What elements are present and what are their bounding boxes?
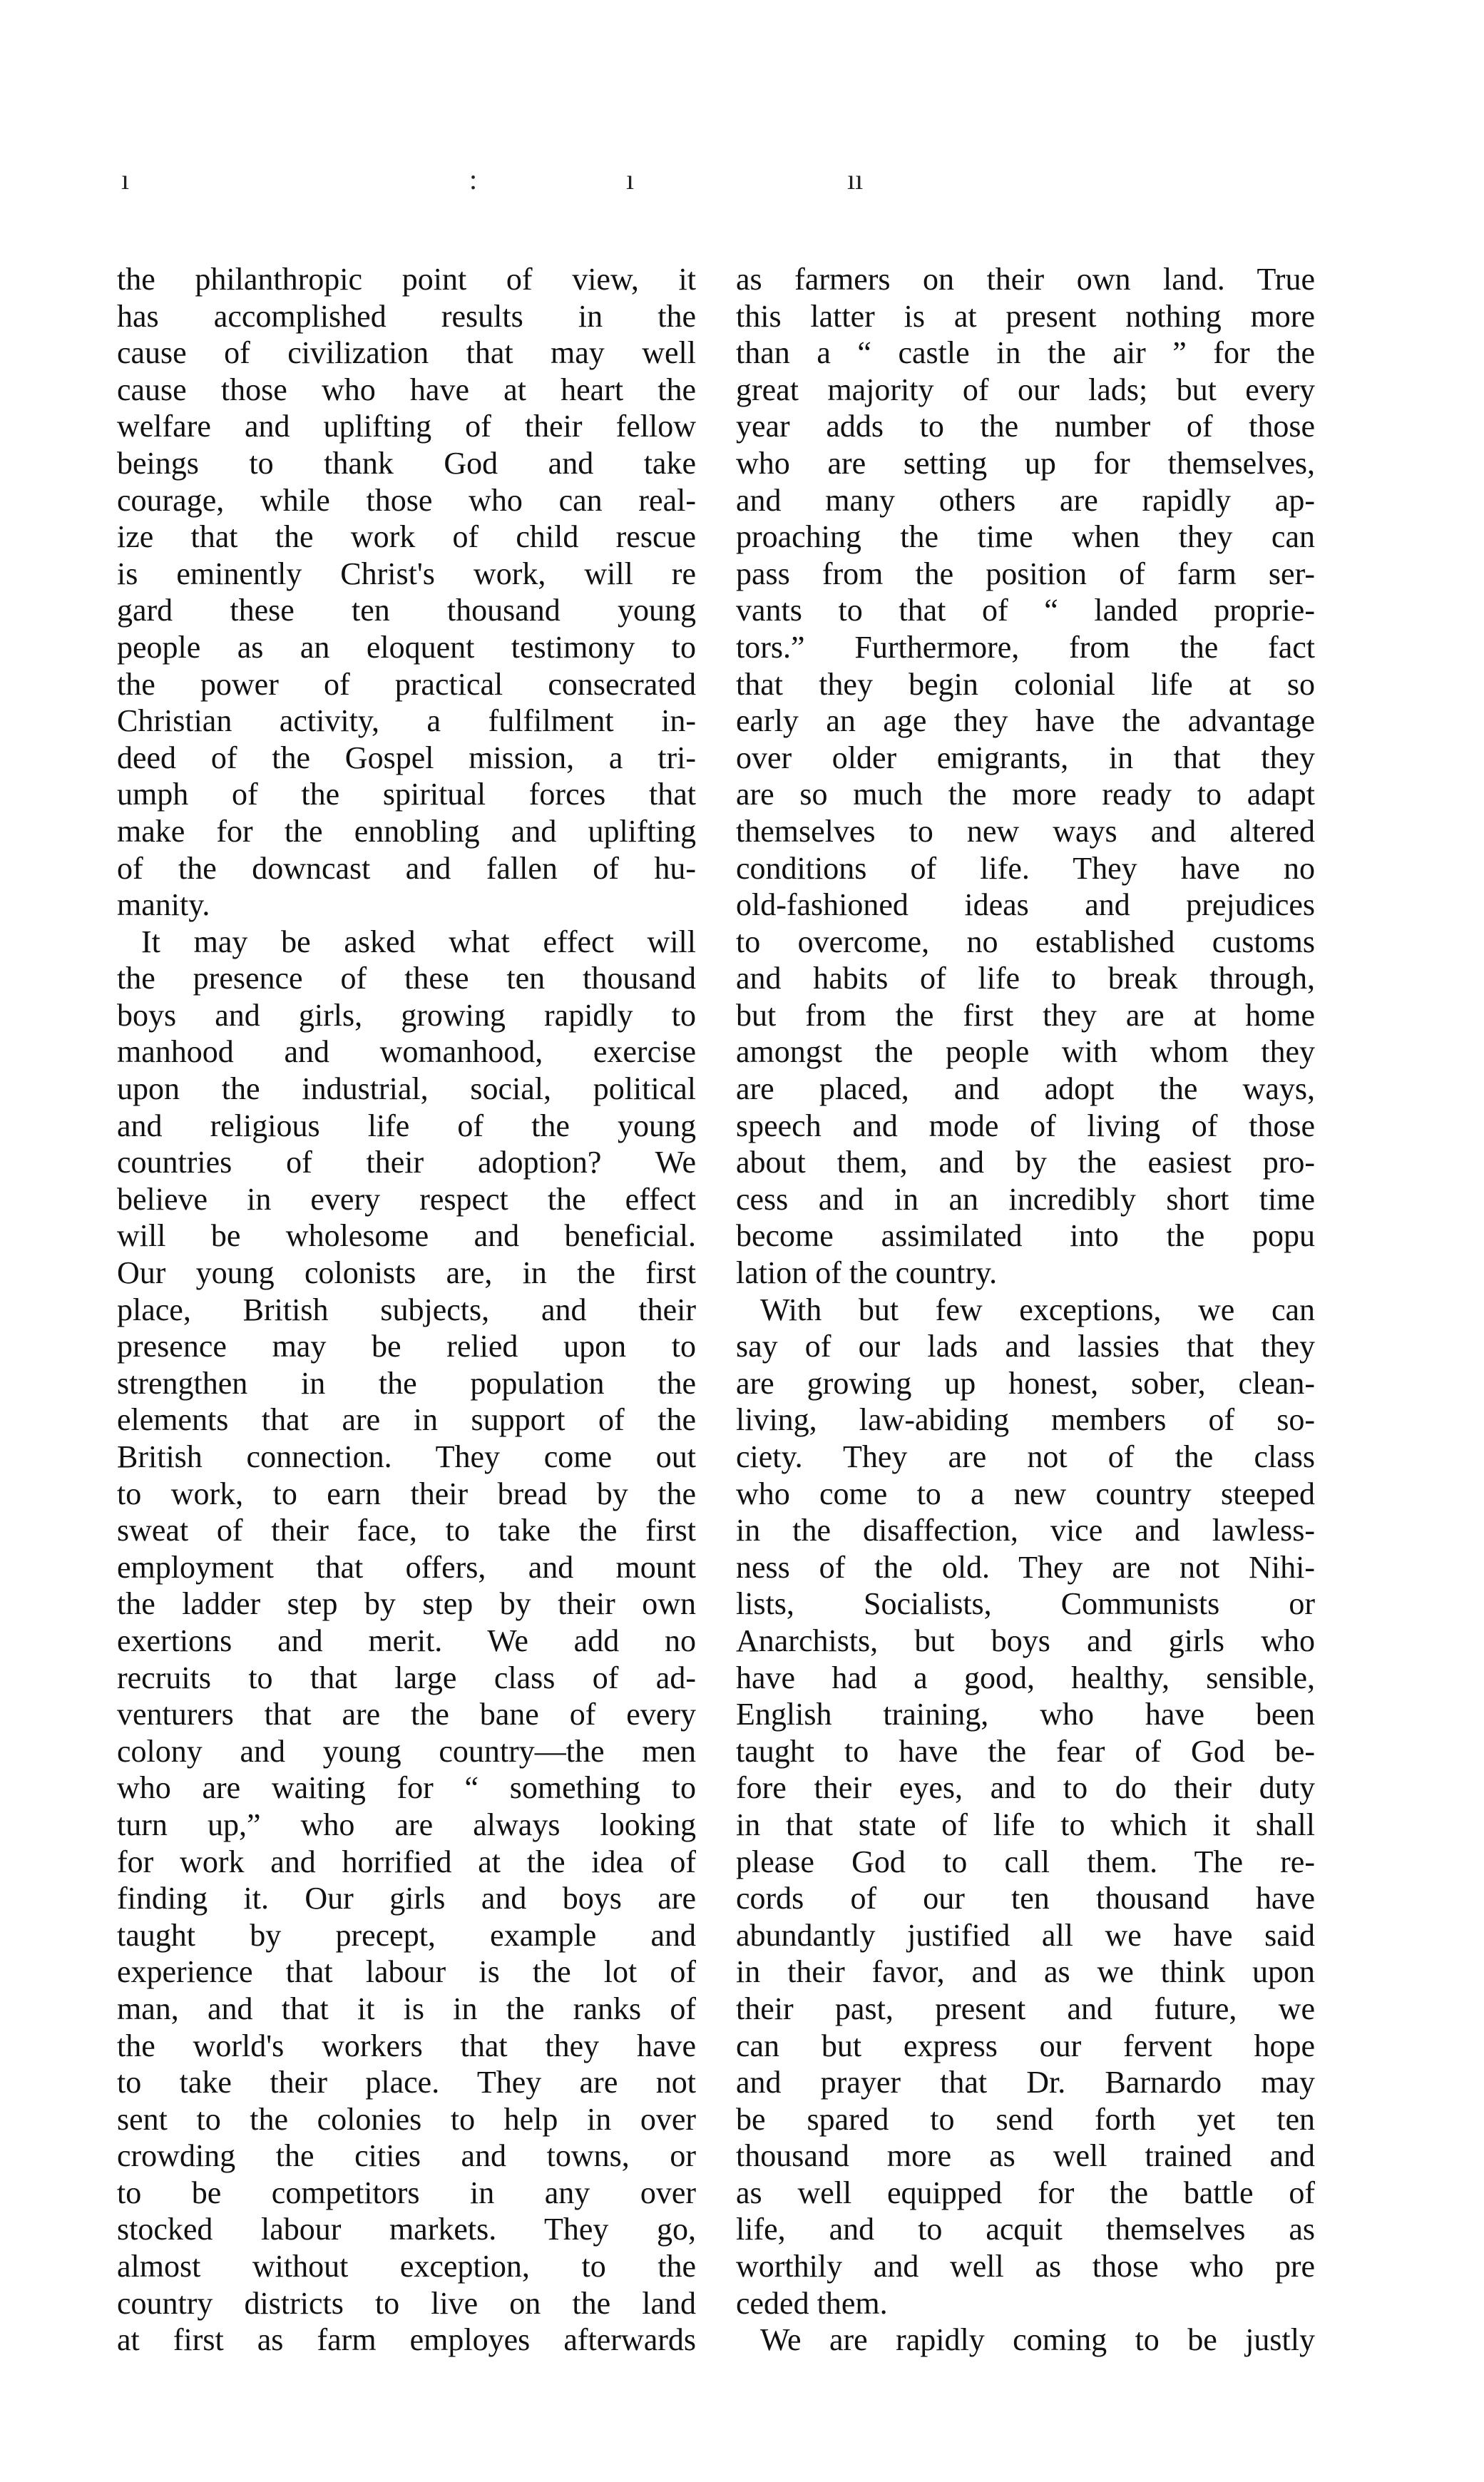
text-line: can but express our fervent hope	[736, 2028, 1315, 2063]
paragraph	[736, 261, 1315, 1292]
text-line: With but few exceptions, we can	[760, 1292, 1315, 1327]
text-line: country districts to live on the land	[117, 2285, 696, 2321]
text-line: people as an eloquent testimony to	[117, 629, 696, 665]
paragraph	[736, 2322, 1315, 2359]
text-line: cords of our ten thousand have	[736, 1881, 1315, 1916]
text-line: venturers that are the bane of every	[117, 1697, 696, 1732]
text-line: has accomplished results in the	[117, 298, 696, 334]
text-line: and prayer that Dr. Barnardo may	[736, 2065, 1315, 2100]
text-line: strengthen in the population the	[117, 1365, 696, 1401]
text-line: thousand more as well trained and	[736, 2138, 1315, 2174]
text-line: the presence of these ten thousand	[117, 961, 696, 996]
text-line: about them, and by the easiest pro-	[736, 1145, 1315, 1180]
text-line: that they begin colonial life at so	[736, 666, 1315, 702]
text-line: exertions and merit. We add no	[117, 1623, 696, 1658]
text-line: of the downcast and fallen of hu-	[117, 850, 696, 886]
text-line: life, and to acquit themselves as	[736, 2212, 1315, 2247]
text-line: worthily and well as those who pre	[736, 2249, 1315, 2284]
text-line: man, and that it is in the ranks of	[117, 1991, 696, 2026]
text-line: as well equipped for the battle of	[736, 2175, 1315, 2210]
text-line: living, law-abiding members of so-	[736, 1402, 1315, 1438]
text-line: recruits to that large class of ad-	[117, 1660, 696, 1695]
text-line: please God to call them. The re-	[736, 1844, 1315, 1879]
text-line: proaching the time when they can	[736, 519, 1315, 555]
text-line: for work and horrified at the idea of	[117, 1844, 696, 1879]
paragraph	[117, 924, 696, 2359]
text-line: beings to thank God and take	[117, 445, 696, 481]
text-line: and many others are rapidly ap-	[736, 482, 1315, 518]
text-line: in their favor, and as we think upon	[736, 1954, 1315, 1990]
text-line: make for the ennobling and uplifting	[117, 813, 696, 849]
text-line: say of our lads and lassies that they	[736, 1329, 1315, 1364]
text-line: finding it. Our girls and boys are	[117, 1881, 696, 1916]
text-line: to take their place. They are not	[117, 2065, 696, 2100]
text-line: boys and girls, growing rapidly to	[117, 997, 696, 1033]
text-line: manity.	[117, 887, 210, 923]
text-line: employment that offers, and mount	[117, 1549, 696, 1585]
text-line: are so much the more ready to adapt	[736, 777, 1315, 812]
text-line: taught by precept, example and	[117, 1917, 696, 1953]
text-line: as farmers on their own land. True	[736, 262, 1315, 297]
text-line: to overcome, no established customs	[736, 924, 1315, 959]
text-line: early an age they have the advantage	[736, 703, 1315, 739]
text-line: vants to that of “ landed proprie-	[736, 593, 1315, 628]
text-line: are placed, and adopt the ways,	[736, 1071, 1315, 1107]
text-line: but from the first they are at home	[736, 997, 1315, 1033]
text-line: sweat of their face, to take the first	[117, 1513, 696, 1548]
text-line: old-fashioned ideas and prejudices	[736, 887, 1315, 923]
paragraph	[117, 261, 696, 924]
text-line: who are waiting for “ something to	[117, 1770, 696, 1806]
text-line: ize that the work of child rescue	[117, 519, 696, 555]
text-line: fore their eyes, and to do their duty	[736, 1770, 1315, 1806]
text-line: countries of their adoption? We	[117, 1145, 696, 1180]
text-line: are growing up honest, sober, clean-	[736, 1365, 1315, 1401]
text-line: amongst the people with whom they	[736, 1034, 1315, 1070]
text-line: who come to a new country steeped	[736, 1476, 1315, 1511]
text-line: the world's workers that they have	[117, 2028, 696, 2063]
text-line: believe in every respect the effect	[117, 1181, 696, 1217]
text-line: the power of practical consecrated	[117, 666, 696, 702]
text-line: upon the industrial, social, political	[117, 1071, 696, 1107]
text-line: to work, to earn their bread by the	[117, 1476, 696, 1511]
text-line: the ladder step by step by their own	[117, 1586, 696, 1622]
page-mark: :	[469, 163, 478, 195]
text-line: lation of the country.	[736, 1255, 998, 1291]
text-line: deed of the Gospel mission, a tri-	[117, 740, 696, 775]
text-line: in the disaffection, vice and lawless-	[736, 1513, 1315, 1548]
page-mark: ıı	[847, 163, 864, 195]
text-line: this latter is at present nothing more	[736, 298, 1315, 334]
text-line: abundantly justified all we have said	[736, 1917, 1315, 1953]
text-line: their past, present and future, we	[736, 1991, 1315, 2026]
text-line: the philanthropic point of view, it	[117, 262, 696, 297]
text-line: speech and mode of living of those	[736, 1108, 1315, 1143]
paragraph	[736, 1292, 1315, 2322]
text-line: will be wholesome and beneficial.	[117, 1218, 696, 1254]
text-column-right	[736, 261, 1315, 2359]
text-line: over older emigrants, in that they	[736, 740, 1315, 775]
text-line: in that state of life to which it shall	[736, 1807, 1315, 1842]
text-line: conditions of life. They have no	[736, 850, 1315, 886]
text-line: cess and in an incredibly short time	[736, 1181, 1315, 1217]
text-line: gard these ten thousand young	[117, 593, 696, 628]
page-mark: ı	[121, 163, 130, 195]
text-line: to be competitors in any over	[117, 2175, 696, 2210]
text-line: manhood and womanhood, exercise	[117, 1034, 696, 1070]
text-line: is eminently Christ's work, will re	[117, 556, 696, 591]
text-line: year adds to the number of those	[736, 409, 1315, 444]
text-line: cause those who have at heart the	[117, 372, 696, 407]
text-line: ness of the old. They are not Nihi-	[736, 1549, 1315, 1585]
text-line: Our young colonists are, in the first	[117, 1255, 696, 1291]
text-line: than a “ castle in the air ” for the	[736, 335, 1315, 371]
text-line: place, British subjects, and their	[117, 1292, 696, 1327]
text-line: elements that are in support of the	[117, 1402, 696, 1438]
text-line: lists, Socialists, Communists or	[736, 1586, 1315, 1622]
text-line: Christian activity, a fulfilment in-	[117, 703, 696, 739]
text-line: umph of the spiritual forces that	[117, 777, 696, 812]
text-line: turn up,” who are always looking	[117, 1807, 696, 1842]
text-line: become assimilated into the popu	[736, 1218, 1315, 1254]
text-line: experience that labour is the lot of	[117, 1954, 696, 1990]
text-line: tors.” Furthermore, from the fact	[736, 629, 1315, 665]
text-line: almost without exception, to the	[117, 2249, 696, 2284]
text-line: great majority of our lads; but every	[736, 372, 1315, 407]
text-line: themselves to new ways and altered	[736, 813, 1315, 849]
text-column-left	[117, 261, 696, 2359]
text-line: and habits of life to break through,	[736, 961, 1315, 996]
text-line: cause of civilization that may well	[117, 335, 696, 371]
text-line: It may be asked what effect will	[141, 924, 696, 959]
text-line: stocked labour markets. They go,	[117, 2212, 696, 2247]
text-line: Anarchists, but boys and girls who	[736, 1623, 1315, 1658]
text-line: English training, who have been	[736, 1697, 1315, 1732]
text-line: presence may be relied upon to	[117, 1329, 696, 1364]
text-line: courage, while those who can real-	[117, 482, 696, 518]
text-line: who are setting up for themselves,	[736, 445, 1315, 481]
text-line: ceded them.	[736, 2285, 888, 2321]
text-line: British connection. They come out	[117, 1439, 696, 1474]
text-line: and religious life of the young	[117, 1108, 696, 1143]
text-line: have had a good, healthy, sensible,	[736, 1660, 1315, 1695]
text-line: taught to have the fear of God be-	[736, 1733, 1315, 1769]
text-line: ciety. They are not of the class	[736, 1439, 1315, 1474]
text-line: welfare and uplifting of their fellow	[117, 409, 696, 444]
text-line: colony and young country—the men	[117, 1733, 696, 1769]
text-line: pass from the position of farm ser-	[736, 556, 1315, 591]
text-line: We are rapidly coming to be justly	[760, 2322, 1315, 2358]
text-line: sent to the colonies to help in over	[117, 2101, 696, 2137]
text-line: be spared to send forth yet ten	[736, 2101, 1315, 2137]
text-line: at first as farm employes afterwards	[117, 2322, 696, 2358]
page-mark: ı	[626, 163, 635, 195]
text-line: crowding the cities and towns, or	[117, 2138, 696, 2174]
